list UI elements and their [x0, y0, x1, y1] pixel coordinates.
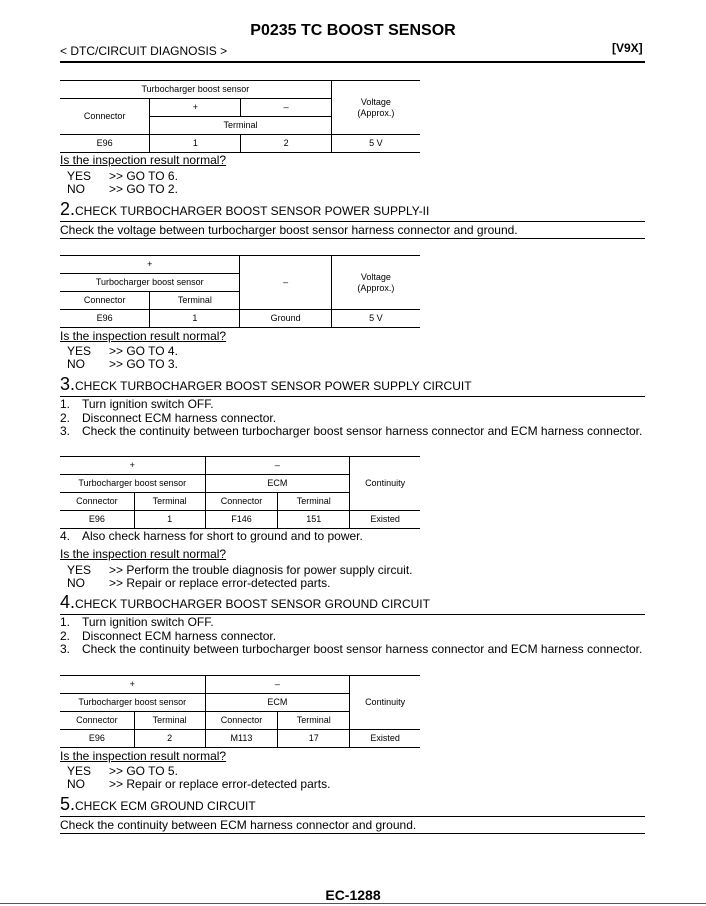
page-title: P0235 TC BOOST SENSOR [250, 22, 456, 39]
table-cell: 2 [134, 730, 205, 748]
table-header: + [60, 457, 205, 475]
answer-no: NO [67, 576, 85, 590]
table-row [60, 730, 420, 748]
answer-no-text: >> Repair or replace error-detected parts. [109, 576, 331, 590]
step-number: 5. [60, 794, 76, 814]
table-header: Turbocharger boost sensor [60, 81, 331, 99]
table-header: + [150, 99, 241, 117]
table-header: ECM [205, 694, 350, 712]
table-cell: 1 [134, 511, 205, 529]
table-cell: E96 [60, 310, 150, 328]
list-item: Disconnect ECM harness connector. [82, 410, 277, 425]
table-cell: 5 V [331, 310, 420, 328]
table-header: Terminal [150, 292, 240, 310]
table-header: Turbocharger boost sensor [60, 475, 205, 493]
continuity-table-1 [60, 456, 420, 529]
answer-no: NO [67, 357, 85, 371]
table-header: Connector [60, 712, 134, 730]
answer-yes: YES [67, 344, 92, 358]
table-cell: Existed [350, 730, 420, 748]
step-rule [60, 816, 645, 817]
table-cell: Ground [240, 310, 331, 328]
table-header: Continuity [350, 676, 420, 730]
table-header: Terminal [134, 712, 205, 730]
table-row [60, 310, 420, 328]
question: Is the inspection result normal? [60, 749, 227, 763]
step-body: Check the voltage between turbocharger boost sensor harness connector and ground. [60, 223, 518, 237]
answer-no: NO [67, 777, 85, 791]
table-header: Connector [60, 292, 150, 310]
step-title: CHECK TURBOCHARGER BOOST SENSOR GROUND CIRCUIT [75, 597, 430, 611]
table-cell: 17 [278, 730, 350, 748]
question: Is the inspection result normal? [60, 329, 227, 343]
table-cell: 5 V [331, 135, 420, 153]
question: Is the inspection result normal? [60, 153, 227, 167]
list-item: Check the continuity between turbocharger boost sensor harness connector and ECM harness connector. [82, 642, 643, 656]
table-cell: E96 [60, 511, 134, 529]
step-number: 2. [60, 199, 76, 219]
answer-yes-text: >> GO TO 4. [109, 344, 178, 358]
answer-yes: YES [67, 764, 92, 778]
table-cell: E96 [60, 730, 134, 748]
table-header: Connector [205, 493, 278, 511]
answer-yes: YES [67, 563, 92, 577]
step-list: 1. Turn ignition switch OFF. 2. Disconnect ECM harness connector. 3. Check the continuity between turbocharger boost sensor harness connector and ECM harness connector. [60, 397, 643, 438]
table-header: Turbocharger boost sensor [60, 694, 205, 712]
step-rule [60, 238, 645, 239]
step-title: CHECK ECM GROUND CIRCUIT [75, 799, 256, 813]
table-header: Continuity [350, 457, 420, 511]
step-heading [60, 374, 472, 395]
table-cell: F146 [205, 511, 278, 529]
answer-list [67, 345, 178, 371]
answer-yes: YES [67, 169, 92, 183]
table-header: Terminal [278, 712, 350, 730]
table-header: ECM [205, 475, 350, 493]
section-label: < DTC/CIRCUIT DIAGNOSIS > [60, 44, 228, 58]
list-item: Turn ignition switch OFF. [82, 615, 214, 629]
answer-no-text: >> GO TO 2. [109, 182, 178, 196]
answer-yes-text: >> GO TO 6. [109, 169, 178, 183]
page-number: EC-1288 [325, 887, 381, 903]
question: Is the inspection result normal? [60, 547, 227, 561]
engine-code: [V9X] [612, 41, 643, 55]
table-cell: Existed [350, 511, 420, 529]
voltage-table-2 [60, 255, 420, 328]
table-cell: M113 [205, 730, 278, 748]
table-header: + [60, 676, 205, 694]
step-title: CHECK TURBOCHARGER BOOST SENSOR POWER SUPPLY CIRCUIT [75, 379, 472, 393]
answer-no: NO [67, 182, 85, 196]
step-title: CHECK TURBOCHARGER BOOST SENSOR POWER SUPPLY-II [75, 204, 430, 218]
list-item: Also check harness for short to ground and to power. [82, 529, 363, 543]
table-header: + [60, 256, 240, 274]
list-item: Disconnect ECM harness connector. [82, 628, 277, 643]
continuity-table-2 [60, 675, 420, 748]
step-heading [60, 794, 256, 815]
table-header: Voltage (Approx.) [331, 256, 420, 310]
table-cell: 1 [150, 310, 240, 328]
step-list: 1. Turn ignition switch OFF. 2. Disconnect ECM harness connector. 3. Check the continuity between turbocharger boost sensor harness connector and ECM harness connector. [60, 615, 643, 656]
voltage-table-1 [60, 80, 420, 153]
answer-list [67, 170, 178, 196]
table-header: Connector [60, 99, 150, 135]
step-heading [60, 199, 429, 220]
list-item: Check the continuity between turbocharger boost sensor harness connector and ECM harness connector. [82, 424, 643, 438]
answer-list [67, 564, 412, 590]
answer-no-text: >> Repair or replace error-detected parts. [109, 777, 331, 791]
table-header: Connector [205, 712, 278, 730]
table-row [60, 135, 420, 153]
answer-no-text: >> GO TO 3. [109, 357, 178, 371]
table-header: – [241, 99, 331, 117]
step-number: 4. [60, 592, 76, 612]
list-item: Turn ignition switch OFF. [82, 397, 214, 411]
table-header: – [240, 256, 331, 310]
step-rule [60, 221, 645, 222]
table-cell: 2 [241, 135, 331, 153]
table-header: Terminal [278, 493, 350, 511]
table-header: – [205, 457, 350, 475]
step-heading [60, 592, 430, 613]
table-header: Terminal [134, 493, 205, 511]
table-row [60, 511, 420, 529]
step-body: Check the continuity between ECM harness connector and ground. [60, 818, 417, 832]
table-header: Connector [60, 493, 134, 511]
table-cell: 1 [150, 135, 241, 153]
answer-yes-text: >> GO TO 5. [109, 764, 178, 778]
step-rule [60, 833, 645, 834]
answer-list [67, 765, 330, 791]
table-header: – [205, 676, 350, 694]
step-number: 3. [60, 374, 76, 394]
header-rule [60, 61, 645, 63]
bottom-rule [0, 903, 706, 904]
table-header: Terminal [150, 117, 332, 135]
table-cell: 151 [278, 511, 350, 529]
table-header: Voltage (Approx.) [331, 81, 420, 135]
table-cell: E96 [60, 135, 150, 153]
table-header: Turbocharger boost sensor [60, 274, 240, 292]
step-list: 4. Also check harness for short to ground and to power. [60, 529, 363, 543]
answer-yes-text: >> Perform the trouble diagnosis for power supply circuit. [109, 563, 413, 577]
